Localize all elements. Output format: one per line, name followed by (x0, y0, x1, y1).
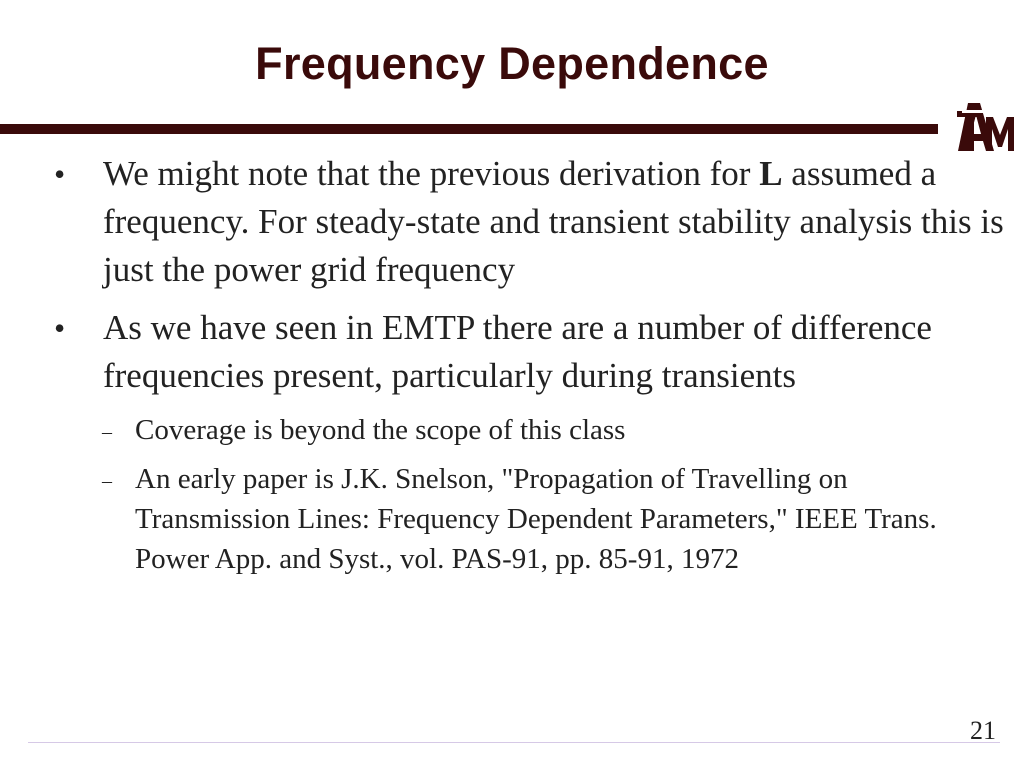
bullet-item (48, 304, 1008, 400)
texas-am-logo (956, 101, 1014, 153)
slide-title: Frequency Dependence (255, 38, 769, 89)
sub-bullet-mark: – (102, 421, 112, 443)
bullet-item (48, 150, 1008, 294)
bullet-mark: • (54, 156, 66, 192)
footer-divider (28, 742, 1000, 743)
sub-bullet-text: An early paper is J.K. Snelson, "Propagation of Travelling on Transmission Lines: Frequency Dependent Parameters," IEEE Trans. Power App. and Syst., vol. PAS-91, pp. 85-91, 1972 (135, 463, 937, 575)
sub-bullet-text: Coverage is beyond the scope of this class (135, 414, 626, 446)
title-divider (0, 124, 938, 134)
bullet-text: assumed a frequency. For steady-state and transient stability analysis this is just the power grid frequency (103, 154, 1004, 289)
bullet-text: As we have seen in EMTP there are a number of difference frequencies present, particularly during transients (103, 308, 932, 395)
page-number: 21 (970, 716, 996, 745)
bullet-bold-text: L (759, 154, 783, 193)
sub-bullet-item (48, 459, 1008, 579)
bullet-mark: • (54, 310, 66, 346)
bullet-text: We might note that the previous derivation for (103, 154, 760, 193)
sub-bullet-mark: – (102, 470, 112, 492)
slide-body (48, 150, 1008, 588)
sub-bullet-item (48, 410, 1008, 450)
